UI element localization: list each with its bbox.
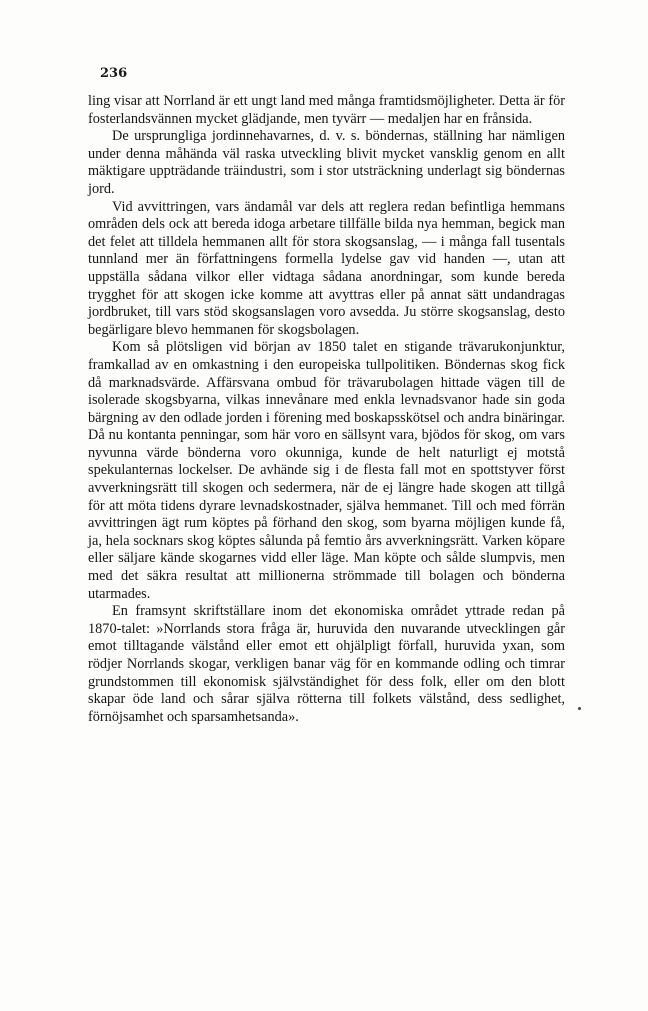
- page-number: 236: [100, 66, 128, 81]
- body-text: [88, 93, 565, 726]
- paragraph-timber-boom: Kom så plötsligen vid början av 1850 talet en stigande trävarukonjunktur, framkallad av en omkastning i den europeiska tullpolitiken. Böndernas skog fick då marknadsvärde. Affärsvana ombud för trävarubolagen hittade vägen till de isolerade skogsbyarna, vilkas innevånare med enkla levnadsvanor hade sin goda bärgning av den odlade jorden i förening med boskapsskötsel och andra binäringar. Då nu kontanta penningar, som här voro en sällsynt vara, bjödos för skog, om vars nyvunna värde bönderna voro okunniga, kunde de helt naturligt ej motstå spekulanternas lockelser. De avhände sig i de flesta fall mot en spottstyver först avverkningsrätt till skogen och sedermera, när de ej längre hade skogen att tillgå för att möta tidens dyrare levnadskostnader, själva hemmanet. Till och med förrän avvittringen ägt rum köptes på förhand den skog, som byarna möjligen kunde få, ja, hela socknars skog köptes sålunda på femtio års avverkningsrätt. Varken köpare eller säljare kände skogarnes vidd eller läge. Man köpte och sålde slumpvis, men med det säkra resultat att millionerna strömmade till bolagen och bönderna utarmades.: [88, 339, 565, 602]
- paragraph-avvittringen: Vid avvittringen, vars ändamål var dels att reglera redan befintliga hemmans områden dels ock att bereda idoga arbetare tillfälle bilda nya hemman, begick man det felet att tilldela hemmanen allt för stora skogsanslag, — i många fall tusentals tunnland mer än författningens formella lydelse gav vid handen —, utan att uppställa sådana vilkor eller vidtaga sådana anordningar, som kunde bereda trygghet för att skogen icke komme att avyttras eller på annat sätt undandragas jordbruket, till vars stöd skogsanslagen voro avsedda. Ju större skogsanslag, desto begärligare blevo hemmanen för skogsbolagen.: [88, 198, 565, 338]
- margin-speck: [578, 707, 581, 710]
- paragraph-quotation: En framsynt skriftställare inom det ekonomiska området yttrade redan på 1870-talet: »Norrlands stora fråga är, huruvida den nuvarande utvecklingen går emot tilltagande välstånd eller emot ett ohjälpligt förfall, huruvida yxan, som rödjer Norrlands skogar, verkligen banar väg för en kommande odling och timrar grundstommen till ekonomisk självständighet för dess folk, eller om den blott skapar öde land och sårar själva rötterna till folkets välstånd, dess sedlighet, förnöjsamhet och sparsamhetsanda».: [88, 603, 565, 725]
- paragraph-continued: ling visar att Norrland är ett ungt land med många framtidsmöjligheter. Detta är för fosterlandsvännen mycket glädjande, men tyvärr — medaljen har en frånsida.: [88, 93, 565, 127]
- paragraph-landowners: De ursprungliga jordinnehavarnes, d. v. s. böndernas, ställning har nämligen under denna måhända väl raska utveckling blivit mycket vansklig genom en allt mäktigare uppträdande träindustri, som i stor utsträckning underlagt sig böndernas jord.: [88, 128, 565, 197]
